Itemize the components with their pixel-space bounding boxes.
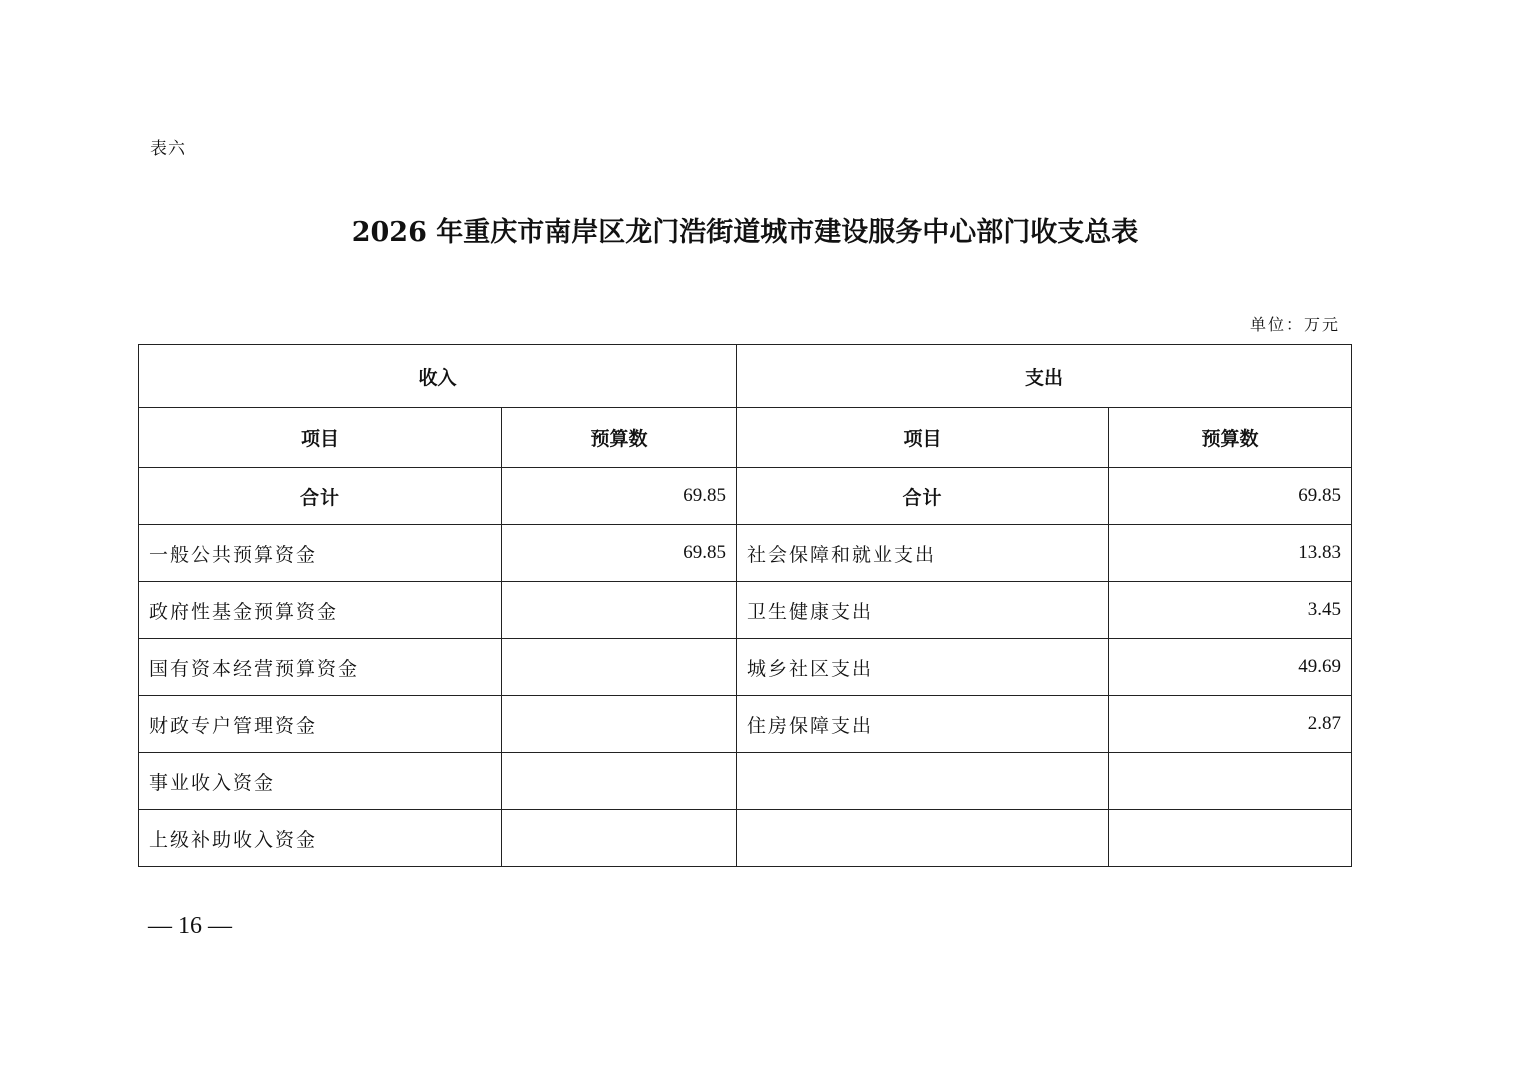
total-row [139,468,1352,525]
income-value: 69.85 [502,525,737,582]
table-label: 表六 [150,139,186,159]
expenditure-total-label: 合计 [737,468,1109,525]
income-item: 国有资本经营预算资金 [139,639,502,696]
income-total-label: 合计 [139,468,502,525]
income-item: 一般公共预算资金 [139,525,502,582]
expenditure-item: 卫生健康支出 [737,582,1109,639]
expenditure-item-column-header: 项目 [737,408,1109,468]
expenditure-budget-column-header: 预算数 [1109,408,1352,468]
expenditure-total-value: 69.85 [1109,468,1352,525]
income-section-header: 收入 [139,345,737,408]
budget-summary-table [138,344,1352,867]
income-value [502,753,737,810]
unit-note: 单位：万元 [1249,315,1340,334]
expenditure-value [1109,810,1352,867]
expenditure-item: 城乡社区支出 [737,639,1109,696]
income-value [502,696,737,753]
income-item: 政府性基金预算资金 [139,582,502,639]
income-budget-column-header: 预算数 [502,408,737,468]
income-value [502,582,737,639]
expenditure-value: 2.87 [1109,696,1352,753]
table-row [139,582,1352,639]
table-row [139,525,1352,582]
expenditure-value: 13.83 [1109,525,1352,582]
income-item: 上级补助收入资金 [139,810,502,867]
income-item-column-header: 项目 [139,408,502,468]
table-row [139,810,1352,867]
income-item: 事业收入资金 [139,753,502,810]
expenditure-item [737,753,1109,810]
income-value [502,639,737,696]
income-total-value: 69.85 [502,468,737,525]
expenditure-value [1109,753,1352,810]
document-title: 2026 年重庆市南岸区龙门浩街道城市建设服务中心部门收支总表 [351,217,1139,248]
column-header-row [139,408,1352,468]
expenditure-value: 49.69 [1109,639,1352,696]
table-row [139,696,1352,753]
expenditure-item: 社会保障和就业支出 [737,525,1109,582]
page-number: — 16 — [148,913,232,939]
income-item: 财政专户管理资金 [139,696,502,753]
expenditure-item: 住房保障支出 [737,696,1109,753]
expenditure-item [737,810,1109,867]
income-value [502,810,737,867]
section-header-row [139,345,1352,408]
expenditure-value: 3.45 [1109,582,1352,639]
expenditure-section-header: 支出 [737,345,1352,408]
table-row [139,753,1352,810]
table-row [139,639,1352,696]
